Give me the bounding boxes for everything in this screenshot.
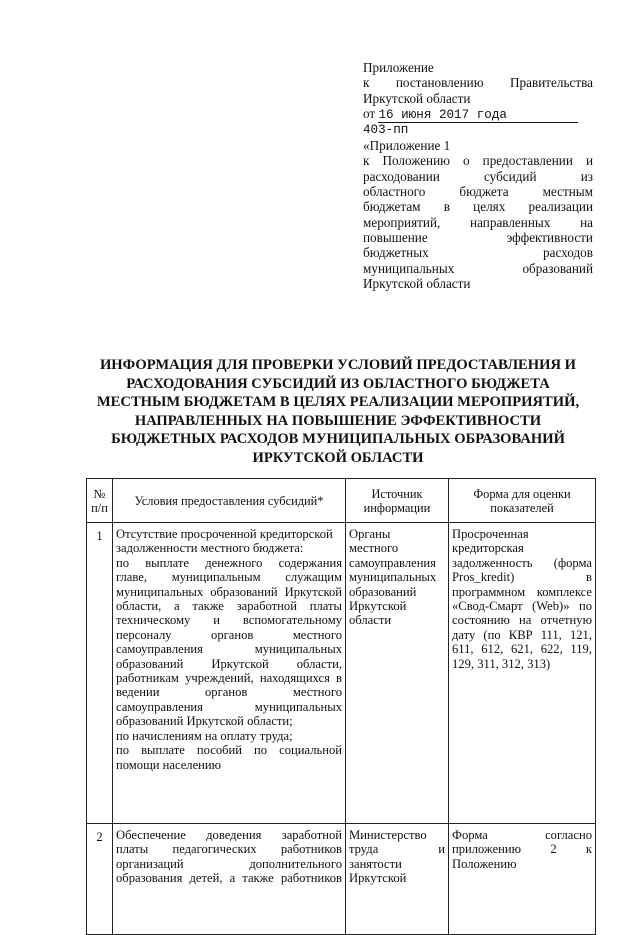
header-source: Источник информации	[346, 479, 449, 523]
title-line: НАПРАВЛЕННЫХ НА ПОВЫШЕНИЕ ЭФФЕКТИВНОСТИ	[134, 412, 542, 429]
conditions-table	[86, 478, 596, 935]
cell-line: Органы	[349, 527, 391, 541]
cell-line: Иркутской	[349, 599, 407, 614]
annex-line: расходовании субсидий из	[363, 168, 593, 184]
cell-line: 129, 311, 312, 313)	[452, 656, 551, 671]
annex-block	[363, 60, 593, 291]
cell-line: самоуправления муниципальных	[116, 699, 342, 714]
cell-line: помощи населению	[116, 757, 222, 772]
cell-line: области, а также заработной платы	[116, 599, 342, 614]
annex-line: областного бюджета местным	[363, 184, 593, 200]
title-line: БЮДЖЕТНЫХ РАСХОДОВ МУНИЦИПАЛЬНЫХ ОБРАЗОВАНИЙ	[111, 431, 565, 448]
cell-line: местного	[349, 541, 399, 556]
header-num: № п/п	[87, 479, 113, 523]
cell-line: дату (по КВР 111, 121,	[452, 627, 592, 642]
annex-line: Приложение	[363, 60, 434, 75]
row-form	[449, 523, 596, 824]
cell-line: состоянию на отчетную	[452, 613, 592, 628]
table-row	[87, 523, 596, 824]
cell-line: главе, муниципальным служащим	[116, 570, 342, 585]
annex-date-prefix: от	[363, 105, 376, 121]
cell-line: персоналу органов местного	[116, 627, 342, 642]
cell-line: Форма согласно	[452, 828, 592, 842]
title-line: ИНФОРМАЦИЯ ДЛЯ ПРОВЕРКИ УСЛОВИЙ ПРЕДОСТАВЛЕНИЯ И	[99, 357, 577, 373]
row-conditions	[113, 523, 346, 824]
document-title	[78, 356, 598, 468]
cell-line: приложению 2 к	[452, 842, 592, 857]
annex-date: 16 июня 2017 года	[378, 109, 578, 123]
cell-line: Просроченная	[452, 527, 529, 541]
cell-line: занятости	[349, 856, 402, 871]
cell-line: организаций дополнительного	[116, 856, 342, 871]
cell-line: образований Иркутской области,	[116, 656, 342, 671]
header-form: Форма для оценки показателей	[449, 479, 596, 523]
cell-line: платы педагогических работников	[116, 842, 342, 857]
cell-line: образований	[349, 584, 417, 599]
annex-line: к постановлению Правительства	[363, 75, 593, 91]
row-source	[346, 523, 449, 824]
annex-resolution-number: 403-пп	[363, 122, 409, 137]
table-row	[87, 824, 596, 935]
cell-line: муниципальных образований Иркутской	[116, 584, 342, 599]
header-conditions: Условия предоставления субсидий*	[113, 479, 346, 523]
annex-line: Иркутской области	[363, 90, 471, 106]
cell-line: Pros_kredit) в	[452, 570, 592, 585]
row-num: 2	[87, 824, 113, 935]
cell-line: самоуправления муниципальных	[116, 642, 342, 657]
row-form	[449, 824, 596, 935]
row-source	[346, 824, 449, 935]
cell-line: Обеспечение доведения заработной	[116, 828, 342, 842]
cell-line: по выплате пособий по социальной	[116, 743, 342, 758]
cell-line: 611, 612, 621, 622, 119,	[452, 642, 592, 657]
annex-line: муниципальных образований	[363, 260, 593, 276]
annex-line: повышение эффективности	[363, 229, 593, 245]
cell-line: Иркутской	[349, 871, 407, 886]
cell-line: по выплате денежного содержания	[116, 555, 342, 570]
cell-line: задолженность (форма	[452, 555, 592, 570]
annex-line: бюджетам в целях реализации	[363, 199, 593, 215]
row-conditions	[113, 824, 346, 935]
annex-line: Иркутской области	[363, 275, 471, 291]
title-line: МЕСТНЫМ БЮДЖЕТАМ В ЦЕЛЯХ РЕАЛИЗАЦИИ МЕРОПРИЯТИЙ,	[96, 394, 580, 411]
cell-line: по начислениям на оплату труда;	[116, 728, 293, 743]
cell-line: муниципальных	[349, 570, 437, 585]
cell-line: Отсутствие просроченной кредиторской	[116, 527, 333, 541]
cell-line: ведении органов местного	[116, 685, 342, 700]
cell-line: области	[349, 613, 392, 628]
annex-line: мероприятий, направленных на	[363, 214, 593, 230]
annex-line: бюджетных расходов	[363, 245, 593, 261]
cell-line: техническому и вспомогательному	[116, 613, 342, 628]
cell-line: задолженности местного бюджета:	[116, 541, 304, 556]
cell-line: Положению	[452, 856, 517, 871]
cell-line: самоуправления	[349, 555, 436, 570]
annex-date-line	[363, 106, 593, 123]
cell-line: образования детей, а также работников	[116, 871, 342, 886]
title-line: ИРКУТСКОЙ ОБЛАСТИ	[252, 449, 424, 466]
title-line: РАСХОДОВАНИЯ СУБСИДИЙ ИЗ ОБЛАСТНОГО БЮДЖЕТА	[126, 375, 550, 392]
cell-line: Министерство	[349, 828, 427, 842]
cell-line: труда и	[349, 842, 445, 857]
cell-line: программном комплексе	[452, 584, 592, 599]
annex-line: «Приложение 1	[363, 138, 451, 154]
cell-line: «Свод-Смарт (Web)» по	[452, 599, 592, 614]
annex-line: к Положению о предоставлении и	[363, 153, 593, 169]
row-num: 1	[87, 523, 113, 824]
cell-line: работникам учреждений, находящихся в	[116, 671, 342, 686]
table-header-row	[87, 479, 596, 523]
cell-line: образований Иркутской области;	[116, 714, 293, 729]
cell-line: кредиторская	[452, 541, 524, 556]
